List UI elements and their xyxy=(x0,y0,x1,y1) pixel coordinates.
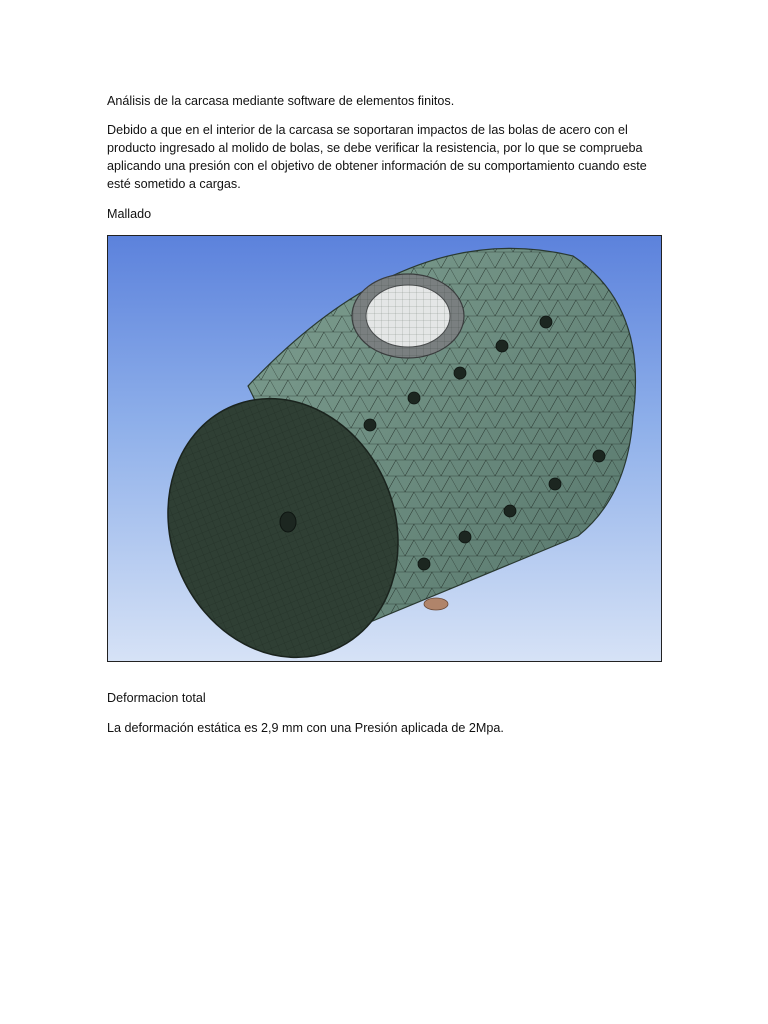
body-line: aplicando una presión con el objetivo de obtener información de su comportamiento cuando este xyxy=(107,159,647,173)
bottom-flange xyxy=(424,598,448,610)
mesh-figure xyxy=(107,235,662,662)
body-line: Debido a que en el interior de la carcasa se soportaran impactos de las bolas de acero con el xyxy=(107,123,628,137)
body-line: esté sometido a cargas. xyxy=(107,177,241,191)
document-heading: Análisis de la carcasa mediante software de elementos finitos. xyxy=(107,94,455,108)
deformation-statement: La deformación estática es 2,9 mm con una Presión aplicada de 2Mpa. xyxy=(107,721,504,735)
body-paragraph xyxy=(107,121,667,193)
section-title-mallado: Mallado xyxy=(107,207,152,221)
body-line: producto ingresado al molido de bolas, se debe verificar la resistencia, por lo que se comprueba xyxy=(107,141,643,155)
nozzle-ring xyxy=(352,274,464,358)
mesh-illustration xyxy=(108,236,661,661)
section-title-deformacion: Deformacion total xyxy=(107,691,206,705)
